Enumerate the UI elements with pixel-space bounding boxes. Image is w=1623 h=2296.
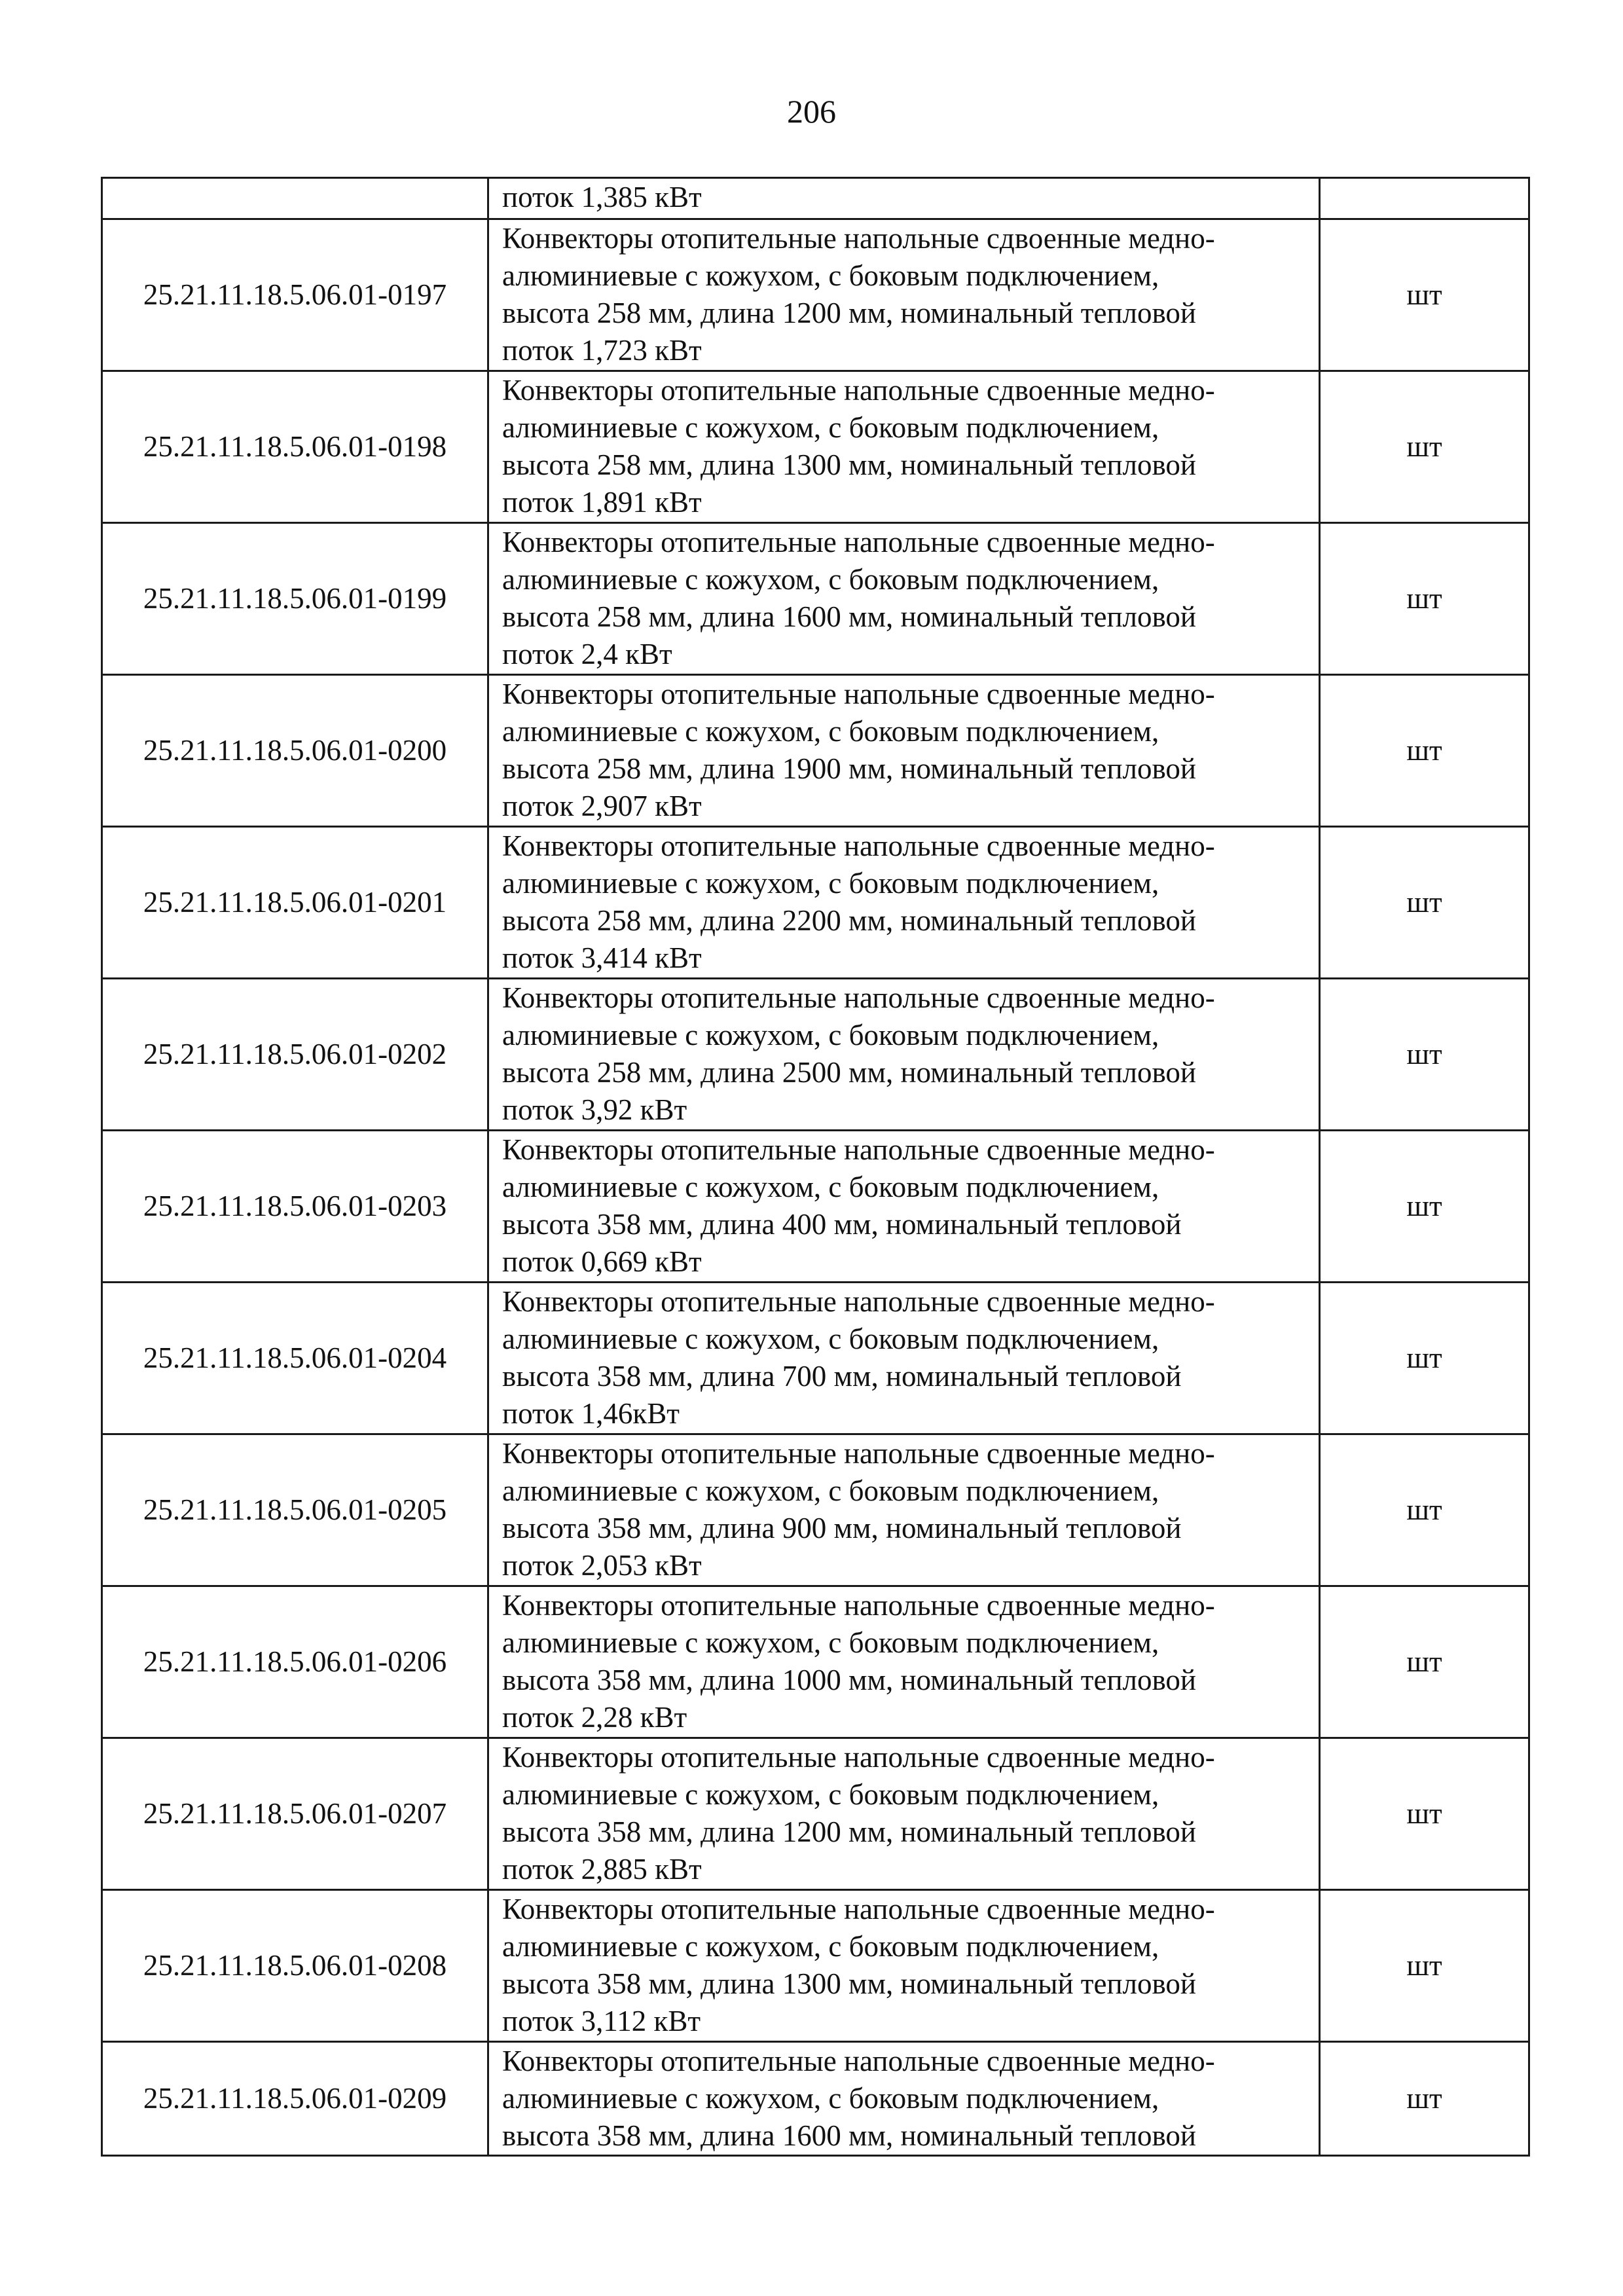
description-cell (488, 1890, 1320, 2042)
table-row (102, 1283, 1529, 1434)
table-row (102, 2042, 1529, 2156)
unit-cell: шт (1320, 675, 1529, 827)
unit-cell: шт (1320, 1586, 1529, 1738)
unit-cell: шт (1320, 1283, 1529, 1434)
table-row (102, 979, 1529, 1131)
description-line: высота 358 мм, длина 1200 мм, номинальный тепловой (502, 1815, 1197, 1848)
catalog-table-body (102, 178, 1529, 2156)
continuation-row (102, 178, 1529, 219)
table-row (102, 523, 1529, 675)
description-line: высота 358 мм, длина 1000 мм, номинальный тепловой (502, 1664, 1197, 1696)
description-line: Конвекторы отопительные напольные сдвоенные медно- (502, 981, 1215, 1014)
description-cell (488, 2042, 1320, 2156)
description-line: Конвекторы отопительные напольные сдвоенные медно- (502, 1285, 1215, 1318)
description-line: высота 358 мм, длина 400 мм, номинальный тепловой (502, 1208, 1182, 1241)
description-line: высота 258 мм, длина 1200 мм, номинальный тепловой (502, 297, 1197, 329)
description-line: высота 358 мм, длина 1300 мм, номинальный тепловой (502, 1967, 1197, 2000)
description-line: поток 2,28 кВт (502, 1701, 687, 1734)
unit-cell (1320, 178, 1529, 219)
description-cell (488, 675, 1320, 827)
resource-code-cell: 25.21.11.18.5.06.01-0199 (102, 523, 488, 675)
description-line: алюминиевые с кожухом, с боковым подключением, (502, 2082, 1159, 2115)
resource-code-cell: 25.21.11.18.5.06.01-0207 (102, 1738, 488, 1890)
description-line: Конвекторы отопительные напольные сдвоенные медно- (502, 374, 1215, 407)
table-row (102, 675, 1529, 827)
unit-cell: шт (1320, 1131, 1529, 1283)
description-cell (488, 178, 1320, 219)
resource-code-cell: 25.21.11.18.5.06.01-0197 (102, 219, 488, 371)
description-line: алюминиевые с кожухом, с боковым подключением, (502, 411, 1159, 444)
unit-cell: шт (1320, 371, 1529, 523)
unit-cell: шт (1320, 1890, 1529, 2042)
description-line: алюминиевые с кожухом, с боковым подключением, (502, 715, 1159, 748)
table-row (102, 1738, 1529, 1890)
description-line: алюминиевые с кожухом, с боковым подключением, (502, 1322, 1159, 1355)
catalog-table (101, 177, 1530, 2157)
description-line: Конвекторы отопительные напольные сдвоенные медно- (502, 829, 1215, 862)
unit-cell: шт (1320, 2042, 1529, 2156)
unit-cell: шт (1320, 219, 1529, 371)
description-line: поток 2,885 кВт (502, 1853, 702, 1886)
description-line: алюминиевые с кожухом, с боковым подключением, (502, 1930, 1159, 1963)
description-cell (488, 1586, 1320, 1738)
description-line: поток 2,053 кВт (502, 1549, 702, 1582)
description-line: высота 258 мм, длина 2500 мм, номинальный тепловой (502, 1056, 1197, 1089)
description-line: Конвекторы отопительные напольные сдвоенные медно- (502, 2045, 1215, 2077)
description-line: поток 1,891 кВт (502, 486, 702, 519)
resource-code-cell: 25.21.11.18.5.06.01-0198 (102, 371, 488, 523)
description-cell (488, 371, 1320, 523)
description-cell (488, 827, 1320, 979)
resource-code-cell: 25.21.11.18.5.06.01-0204 (102, 1283, 488, 1434)
description-line: высота 258 мм, длина 1300 мм, номинальный тепловой (502, 448, 1197, 481)
description-line: алюминиевые с кожухом, с боковым подключением, (502, 563, 1159, 596)
description-line: высота 258 мм, длина 1900 мм, номинальный тепловой (502, 752, 1197, 785)
description-cell (488, 1738, 1320, 1890)
resource-code-cell: 25.21.11.18.5.06.01-0205 (102, 1434, 488, 1586)
description-line: алюминиевые с кожухом, с боковым подключением, (502, 1019, 1159, 1051)
description-line: Конвекторы отопительные напольные сдвоенные медно- (502, 1741, 1215, 1774)
description-line: Конвекторы отопительные напольные сдвоенные медно- (502, 678, 1215, 710)
description-line: высота 358 мм, длина 1600 мм, номинальный тепловой (502, 2119, 1197, 2152)
table-row (102, 1890, 1529, 2042)
table-row (102, 371, 1529, 523)
page-number: 206 (787, 93, 836, 130)
description-line: алюминиевые с кожухом, с боковым подключением, (502, 867, 1159, 900)
description-cell (488, 1131, 1320, 1283)
description-line: поток 1,46кВт (502, 1397, 680, 1430)
description-line: высота 358 мм, длина 900 мм, номинальный тепловой (502, 1512, 1182, 1544)
unit-cell: шт (1320, 1434, 1529, 1586)
resource-code-cell: 25.21.11.18.5.06.01-0206 (102, 1586, 488, 1738)
description-line: поток 1,385 кВт (502, 181, 702, 213)
description-line: высота 358 мм, длина 700 мм, номинальный тепловой (502, 1360, 1182, 1393)
description-line: Конвекторы отопительные напольные сдвоенные медно- (502, 526, 1215, 558)
resource-code-cell (102, 178, 488, 219)
description-line: поток 1,723 кВт (502, 334, 702, 367)
description-line: алюминиевые с кожухом, с боковым подключением, (502, 1474, 1159, 1507)
unit-cell: шт (1320, 1738, 1529, 1890)
description-line: Конвекторы отопительные напольные сдвоенные медно- (502, 1437, 1215, 1470)
table-row (102, 219, 1529, 371)
description-line: алюминиевые с кожухом, с боковым подключением, (502, 259, 1159, 292)
unit-cell: шт (1320, 523, 1529, 675)
description-line: поток 0,669 кВт (502, 1245, 702, 1278)
description-line: высота 258 мм, длина 1600 мм, номинальный тепловой (502, 600, 1197, 633)
unit-cell: шт (1320, 979, 1529, 1131)
description-line: Конвекторы отопительные напольные сдвоенные медно- (502, 1893, 1215, 1925)
description-line: Конвекторы отопительные напольные сдвоенные медно- (502, 1589, 1215, 1622)
description-line: Конвекторы отопительные напольные сдвоенные медно- (502, 222, 1215, 255)
resource-code-cell: 25.21.11.18.5.06.01-0209 (102, 2042, 488, 2156)
description-cell (488, 979, 1320, 1131)
resource-code-cell: 25.21.11.18.5.06.01-0200 (102, 675, 488, 827)
resource-code-cell: 25.21.11.18.5.06.01-0203 (102, 1131, 488, 1283)
description-line: поток 3,92 кВт (502, 1093, 687, 1126)
table-row (102, 1131, 1529, 1283)
description-line: Конвекторы отопительные напольные сдвоенные медно- (502, 1133, 1215, 1166)
description-line: поток 3,112 кВт (502, 2005, 701, 2037)
description-line: поток 3,414 кВт (502, 941, 702, 974)
unit-cell: шт (1320, 827, 1529, 979)
resource-code-cell: 25.21.11.18.5.06.01-0208 (102, 1890, 488, 2042)
description-line: алюминиевые с кожухом, с боковым подключением, (502, 1626, 1159, 1659)
resource-code-cell: 25.21.11.18.5.06.01-0201 (102, 827, 488, 979)
description-cell (488, 219, 1320, 371)
description-line: алюминиевые с кожухом, с боковым подключением, (502, 1171, 1159, 1203)
table-row (102, 827, 1529, 979)
description-line: поток 2,907 кВт (502, 790, 702, 822)
resource-code-cell: 25.21.11.18.5.06.01-0202 (102, 979, 488, 1131)
description-line: высота 258 мм, длина 2200 мм, номинальный тепловой (502, 904, 1197, 937)
description-line: алюминиевые с кожухом, с боковым подключением, (502, 1778, 1159, 1811)
description-line: поток 2,4 кВт (502, 638, 672, 670)
description-cell (488, 1283, 1320, 1434)
description-cell (488, 1434, 1320, 1586)
description-cell (488, 523, 1320, 675)
table-row (102, 1434, 1529, 1586)
table-row (102, 1586, 1529, 1738)
